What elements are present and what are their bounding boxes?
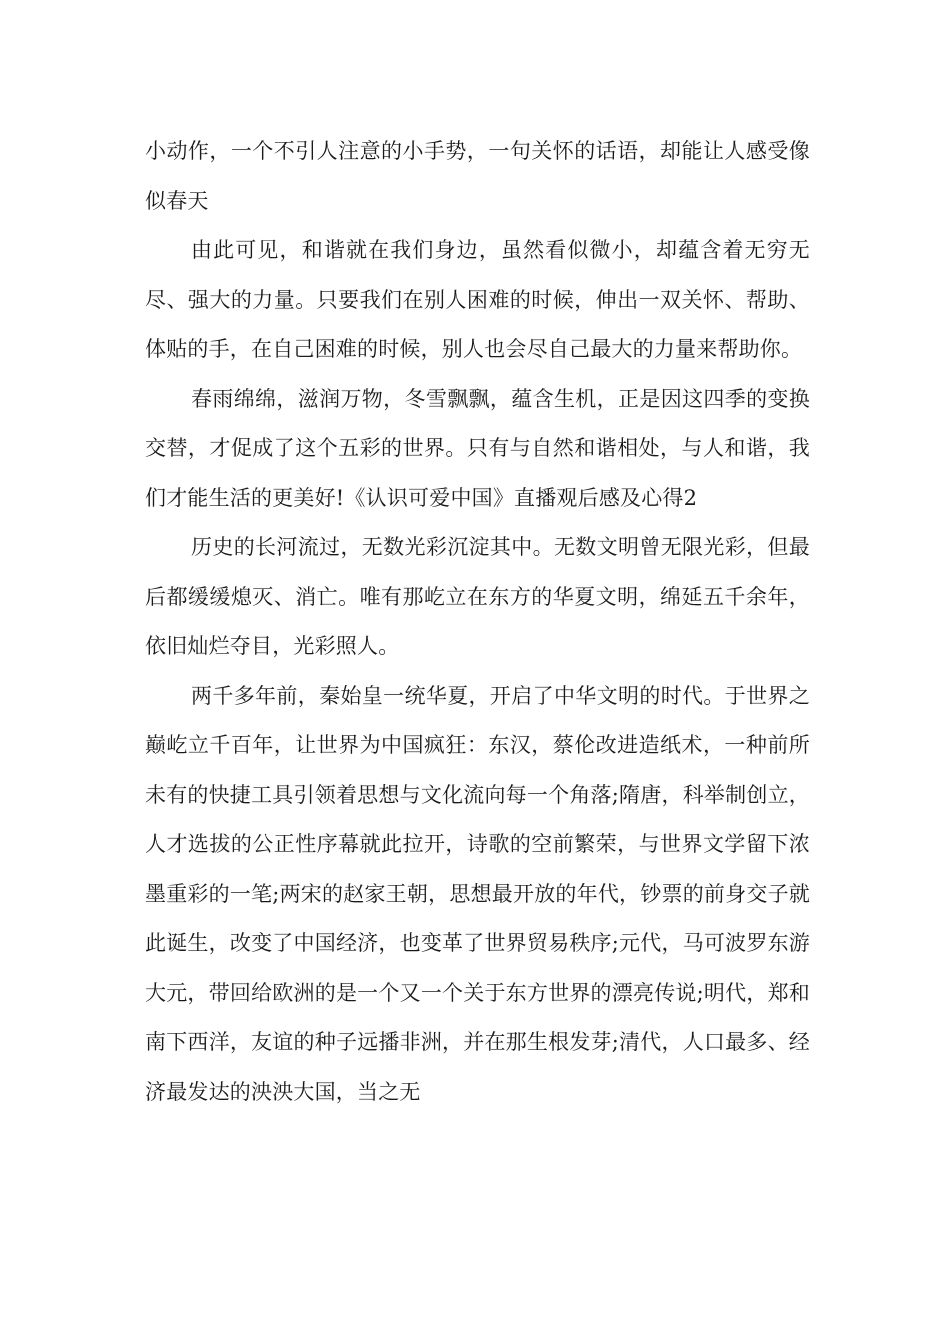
paragraph-2: 由此可见，和谐就在我们身边，虽然看似微小，却蕴含着无穷无尽、强大的力量。只要我们在别人困难的时候，伸出一双关怀、帮助、体贴的手，在自己困难的时候，别人也会尽自己最大的力量来帮助你。 (145, 238, 810, 361)
paragraph-4: 历史的长河流过，无数光彩沉淀其中。无数文明曾无限光彩，但最后都缓缓熄灭、消亡。唯有那屹立在东方的华夏文明，绵延五千余年，依旧灿烂夺目，光彩照人。 (145, 535, 810, 658)
paragraph-3: 春雨绵绵，滋润万物，冬雪飘飘，蕴含生机，正是因这四季的变换交替，才促成了这个五彩的世界。只有与自然和谐相处，与人和谐，我们才能生活的更美好!《认识可爱中国》直播观后感及心得2 (145, 386, 810, 510)
paragraph-1: 小动作，一个不引人注意的小手势，一句关怀的话语，却能让人感受像似春天 (145, 139, 810, 213)
paragraph-5: 两千多年前，秦始皇一统华夏，开启了中华文明的时代。于世界之巅屹立千百年，让世界为中国疯狂：东汉，蔡伦改进造纸术，一种前所未有的快捷工具引领着思想与文化流向每一个角落;隋唐，科举制创立，人才选拔的公正性序幕就此拉开，诗歌的空前繁荣，与世界文学留下浓墨重彩的一笔;两宋的赵家王朝，思想最开放的年代，钞票的前身交子就此诞生，改变了中国经济，也变革了世界贸易秩序;元代，马可波罗东游大元，带回给欧洲的是一个又一个关于东方世界的漂亮传说;明代，郑和南下西洋，友谊的种子远播非洲，并在那生根发芽;清代，人口最多、经济最发达的泱泱大国，当之无 (145, 683, 810, 1104)
document-body (145, 127, 810, 1117)
